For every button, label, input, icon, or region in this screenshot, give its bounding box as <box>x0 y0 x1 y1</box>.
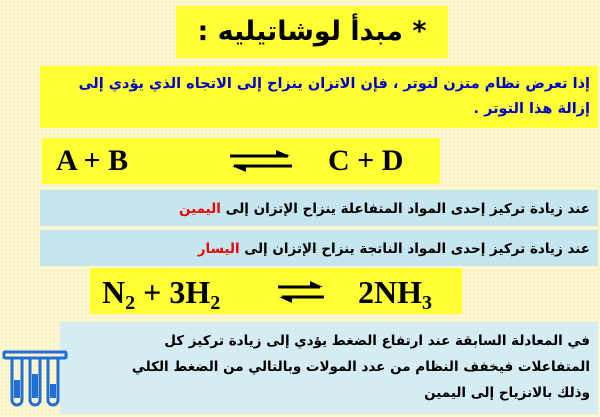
conclusion-line-1: في المعادلة السابقة عند ارتفاع الضغط يؤدي إلى زيادة تركيز كل <box>164 333 590 349</box>
note-2-text: عند زيادة تركيز إحدى المواد الناتجة ينزاح الإتزان إلى <box>244 241 590 257</box>
equation-1-products: C + D <box>328 144 404 177</box>
principle-line-1: إذا تعرض نظام متزن لتوتر ، فإن الاتزان ينزاح إلى الاتجاه الذي يؤدي إلى <box>78 76 590 92</box>
equilibrium-arrow-2-icon <box>276 281 326 303</box>
test-tubes-icon <box>2 346 68 414</box>
note-reactant-increase <box>40 190 598 226</box>
equation-2-product <box>358 268 432 327</box>
equation-2-nitrogen-subscript: 2 <box>125 292 136 314</box>
equation-2-ammonia: 2NH <box>358 274 422 310</box>
equation-1-reactants: A + B <box>56 144 129 177</box>
pressure-conclusion <box>60 322 598 414</box>
equation-2 <box>90 268 462 314</box>
equilibrium-arrow-icon <box>228 149 294 173</box>
equation-2-hydrogen-subscript: 2 <box>210 292 221 314</box>
equation-2-nitrogen: N <box>102 274 126 310</box>
note-1-direction: اليمين <box>178 201 221 217</box>
note-2-direction: اليسار <box>197 241 240 257</box>
page-title: * مبدأ لوشاتيليه : <box>176 6 448 58</box>
equation-1 <box>42 138 440 184</box>
note-product-increase <box>40 230 598 266</box>
equation-2-hydrogen: + 3H <box>135 274 211 310</box>
conclusion-line-2: المتفاعلات فيخفف النظام من عدد المولات وبالتالي من الضغط الكلي <box>131 359 590 375</box>
equation-2-reactants <box>102 268 220 327</box>
principle-line-2: إزالة هذا التوتر . <box>473 101 590 117</box>
note-1-text: عند زيادة تركيز إحدى المواد المتفاعلة ينزاح الإتزان إلى <box>225 201 590 217</box>
conclusion-line-3: وذلك بالانزياح إلى اليمين <box>424 385 590 401</box>
equation-2-ammonia-subscript: 3 <box>422 292 432 314</box>
principle-statement <box>40 66 598 128</box>
